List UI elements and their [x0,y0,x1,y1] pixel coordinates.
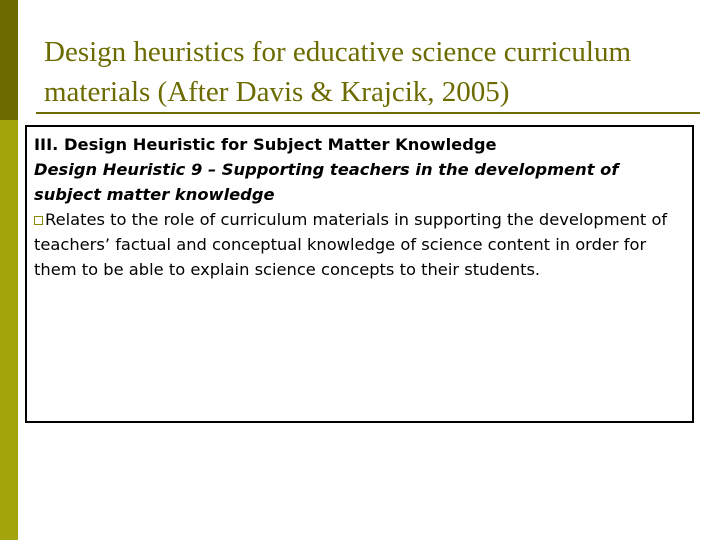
hollow-square-bullet-icon [34,216,43,225]
content-text [34,132,689,282]
bullet-text: Relates to the role of curriculum materials in supporting the development of teachers’ factual and conceptual knowledge of science content in order for them to be able to explain science concepts to their students. [34,210,668,279]
content-box [25,125,694,423]
side-bar-light [0,120,18,540]
bullet-item [34,207,689,282]
slide-title: Design heuristics for educative science curriculum materials (After Davis & Krajcik, 2005) [44,36,632,108]
section-heading: III. Design Heuristic for Subject Matter Knowledge [34,135,497,154]
title-underline [36,112,700,114]
heuristic-subheading: Design Heuristic 9 – Supporting teachers in the development of subject matter knowledge [34,160,619,204]
side-bar-dark [0,0,18,120]
